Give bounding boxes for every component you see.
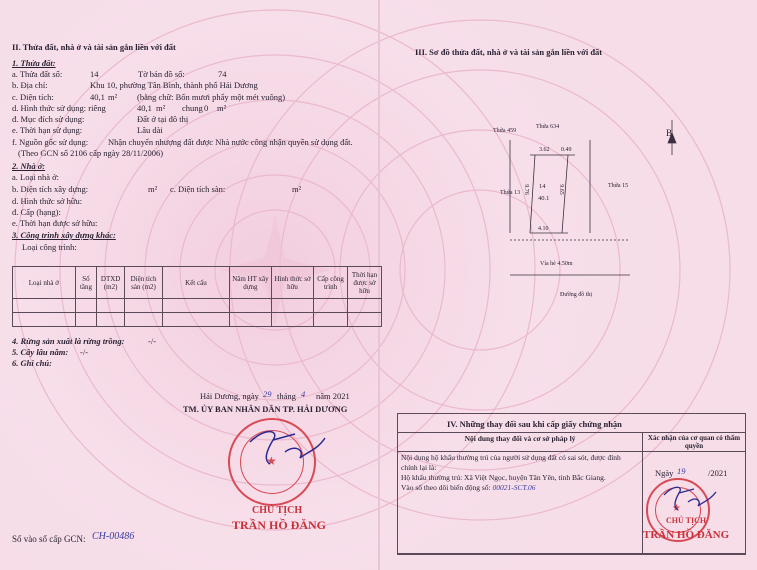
address-label: b. Địa chỉ: xyxy=(12,80,48,90)
issue-month: 4 xyxy=(301,389,306,399)
left-side-dimension: 9.76 xyxy=(522,184,529,195)
changes-table-header xyxy=(398,433,746,452)
neighbor-13: Thửa 13 xyxy=(500,190,521,196)
house-floor-area-label: c. Diện tích sàn: xyxy=(170,184,226,194)
issue-place: Hải Dương, ngày xyxy=(200,391,259,401)
term-label: e. Thời hạn sử dụng: xyxy=(12,125,83,135)
term-value: Lâu dài xyxy=(137,125,163,135)
house-build-area-label: b. Diện tích xây dựng: xyxy=(12,184,89,194)
section-2-title: II. Thửa đất, nhà ở và tài sản gắn liền với đất xyxy=(12,42,176,52)
section-4-title: IV. Những thay đổi sau khi cấp giấy chứng nhận xyxy=(447,419,622,429)
issue-year: năm 2021 xyxy=(316,391,350,401)
plot-number-diagram: 14 xyxy=(539,183,546,190)
right-side-dimension: 9.65 xyxy=(557,184,564,195)
changes-col-content: Nội dung thay đổi và cơ sở pháp lý xyxy=(398,433,643,452)
purpose-value: Đất ở tại đô thị xyxy=(137,114,189,124)
perennial-label: 5. Cây lâu năm: xyxy=(12,347,69,357)
chairman-title-right: CHỦ TỊCH xyxy=(666,516,707,525)
bottom-dimension: 4.10 xyxy=(538,226,549,232)
address-value: Khu 10, phường Tân Bình, thành phố Hải Dương xyxy=(90,80,258,90)
issue-day: 29 xyxy=(263,389,272,399)
top-dimension-b: 0.49 xyxy=(561,147,572,153)
house-build-area-unit: m² xyxy=(148,184,158,194)
change-residence: Hộ khẩu thường trú: Xã Việt Ngọc, huyện Tân Yên, tỉnh Bắc Giang. xyxy=(401,473,606,482)
map-sheet-label: Tờ bản đồ số: xyxy=(138,69,185,79)
change-description: Nội dung hộ khẩu thường trú của người sử dụng đất có sai sót, được đính chính lại là: xyxy=(401,453,621,472)
signature-left xyxy=(245,422,335,472)
construction-heading: 3. Công trình xây dựng khác: xyxy=(12,230,116,240)
area-in-words: (bằng chữ: Bốn mươi phẩy một mét vuông) xyxy=(137,92,286,102)
purpose-label: đ. Mục đích sử dụng: xyxy=(12,114,85,124)
area-value: 40,1 xyxy=(90,92,105,102)
change-ledger-line xyxy=(401,483,639,493)
change-ledger-value: 00021-SCT.06 xyxy=(492,483,536,492)
confirm-date-prefix: Ngày xyxy=(655,468,674,478)
section-3-title: III. Sơ đồ thửa đất, nhà ở và tài sản gắn liền với đất xyxy=(415,47,603,57)
issue-month-label: tháng xyxy=(277,391,296,401)
map-sheet-value: 74 xyxy=(218,69,227,79)
origin-label: f. Nguồn gốc sử dụng: xyxy=(12,137,89,147)
perennial-value: -/- xyxy=(80,347,89,357)
certificate-book-value: CH-00486 xyxy=(92,531,135,542)
stamp-star-icon: ★ xyxy=(266,454,277,468)
plot-number-value: 14 xyxy=(90,69,99,79)
area-unit: m² xyxy=(108,92,118,102)
plot-area-diagram: 40.1 xyxy=(538,195,550,202)
changes-col-confirmation: Xác nhận của cơ quan có thẩm quyền xyxy=(643,433,746,452)
plot-diagram xyxy=(480,115,710,315)
construction-table-header xyxy=(13,267,382,299)
road-label: Đường đô thị xyxy=(560,292,593,298)
certificate-book-label: Số vào sổ cấp GCN: xyxy=(12,534,86,544)
neighbor-634: Thửa 634 xyxy=(536,124,560,130)
house-type-label: a. Loại nhà ở: xyxy=(12,172,59,182)
house-ownership-label: d. Hình thức sở hữu: xyxy=(12,196,83,206)
col-floors: Số tầng xyxy=(75,267,97,299)
change-ledger-label: Vào sổ theo dõi biến động số: xyxy=(401,483,491,492)
land-heading: 1. Thửa đất: xyxy=(12,58,56,68)
house-grade-label: đ. Cấp (hạng): xyxy=(12,207,61,217)
neighbor-15: Thửa 15 xyxy=(608,183,629,189)
origin-note: (Theo GCN số 2106 cấp ngày 28/11/2006) xyxy=(18,148,164,158)
signature-right xyxy=(660,480,720,516)
confirm-year: /2021 xyxy=(708,468,728,478)
col-grade: Cấp công trình xyxy=(314,267,348,299)
north-label: B xyxy=(666,128,673,138)
shared-area-value: 0 xyxy=(204,103,209,113)
changes-content-cell xyxy=(398,452,643,554)
col-structure: Kết cấu xyxy=(163,267,230,299)
house-term-label: e. Thời hạn được sở hữu: xyxy=(12,218,98,228)
table-row xyxy=(13,299,382,313)
confirm-day: 19 xyxy=(677,466,686,476)
issuing-authority: TM. ỦY BAN NHÂN DÂN TP. HẢI DƯƠNG xyxy=(183,404,348,414)
table-row xyxy=(13,313,382,327)
private-area-value: 40,1 xyxy=(137,103,152,113)
top-dimension-a: 3.62 xyxy=(539,147,550,153)
use-form-label: d. Hình thức sử dụng: riêng xyxy=(12,103,106,113)
chairman-title-left: CHỦ TỊCH xyxy=(252,505,303,516)
private-area-unit: m² xyxy=(156,103,166,113)
col-year-built: Năm HT xây dựng xyxy=(229,267,271,299)
plot-number-label: a. Thửa đất số: xyxy=(12,69,63,79)
area-label: c. Diện tích: xyxy=(12,92,54,102)
shared-area-unit: m² xyxy=(217,103,227,113)
house-floor-area-unit: m² xyxy=(292,184,302,194)
construction-type-label: Loại công trình: xyxy=(22,242,77,252)
house-heading: 2. Nhà ở: xyxy=(12,161,46,171)
forest-value: -/- xyxy=(148,336,157,346)
notes-label: 6. Ghi chú: xyxy=(12,358,52,368)
col-ownership-term: Thời hạn được sở hữu xyxy=(348,267,382,299)
col-floor-area: Diện tích sàn (m2) xyxy=(125,267,163,299)
forest-label: 4. Rừng sản xuất là rừng trồng: xyxy=(12,336,125,346)
origin-value: Nhận chuyển nhượng đất được Nhà nước công nhận quyền sử dụng đất. xyxy=(108,137,353,147)
construction-table xyxy=(12,266,382,327)
neighbor-459: Thửa 459 xyxy=(493,128,517,134)
chairman-name-right: TRẦN HỒ ĐĂNG xyxy=(643,529,730,541)
col-house-type: Loại nhà ở xyxy=(13,267,76,299)
stamp-star-icon: ★ xyxy=(672,503,681,514)
col-build-area: DTXD (m2) xyxy=(97,267,125,299)
sidewalk-label: Vỉa hè 4.50m xyxy=(540,261,573,267)
chairman-name-left: TRẦN HỒ ĐĂNG xyxy=(232,518,327,532)
shared-area-label: chung xyxy=(182,103,203,113)
col-ownership: Hình thức sở hữu xyxy=(271,267,313,299)
